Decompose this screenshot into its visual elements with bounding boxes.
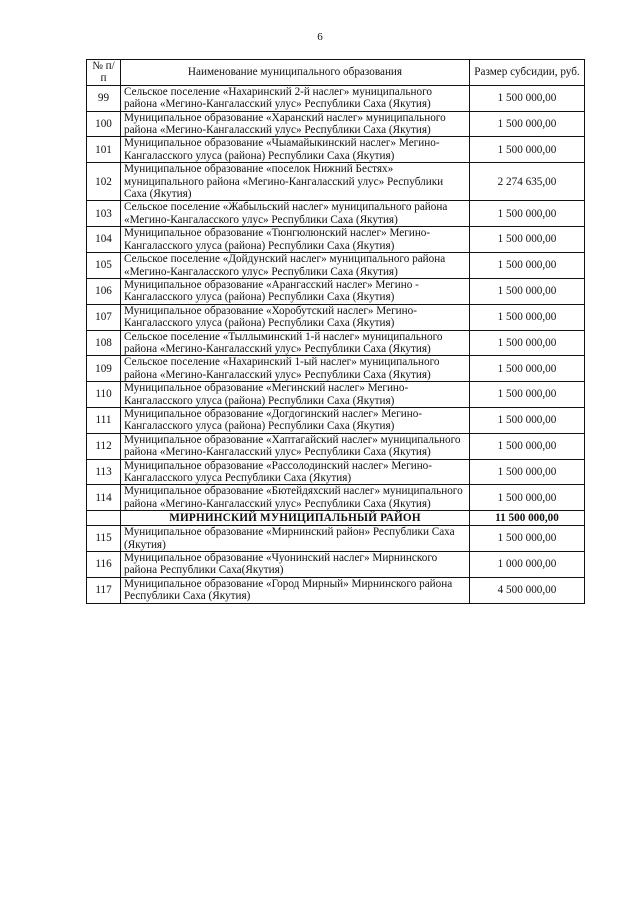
table-row (87, 227, 585, 253)
table-row (87, 356, 585, 382)
municipality-name: Муниципальное образование «Рассолодинский наслег» Мегино-Кангаласского улуса Республики Саха (Якутия) (121, 459, 470, 485)
row-number: 111 (87, 407, 121, 433)
row-number: 117 (87, 577, 121, 603)
municipality-name: Муниципальное образование «Чыамайыкинский наслег» Мегино-Кангаласского улуса (района) Республики Саха (Якутия) (121, 137, 470, 163)
subsidy-amount: 11 500 000,00 (470, 511, 585, 526)
subsidy-amount: 1 000 000,00 (470, 552, 585, 578)
row-number: 114 (87, 485, 121, 511)
municipality-name: Сельское поселение «Нахаринский 1-ый наслег» муниципального района «Мегино-Кангаласский улус» Республики Саха (Якутия) (121, 356, 470, 382)
table-row (87, 382, 585, 408)
municipality-name: Муниципальное образование «Мегинский наслег» Мегино-Кангаласского улуса (района) Республики Саха (Якутия) (121, 382, 470, 408)
table-row (87, 459, 585, 485)
table-row (87, 85, 585, 111)
subsidy-amount: 1 500 000,00 (470, 85, 585, 111)
municipality-name: МИРНИНСКИЙ МУНИЦИПАЛЬНЫЙ РАЙОН (121, 511, 470, 526)
municipality-name: Муниципальное образование «Тюнгюлюнский наслег» Мегино-Кангаласского улуса (района) Республики Саха (Якутия) (121, 227, 470, 253)
municipality-name: Муниципальное образование «Хаптагайский наслег» муниципального района «Мегино-Кангаласский улус» Республики Саха (Якутия) (121, 433, 470, 459)
row-number: 101 (87, 137, 121, 163)
row-number: 105 (87, 253, 121, 279)
table-row (87, 577, 585, 603)
row-number: 99 (87, 85, 121, 111)
row-number: 100 (87, 111, 121, 137)
municipality-name: Сельское поселение «Дойдунский наслег» муниципального района «Мегино-Кангаласского улус» Республики Саха (Якутия) (121, 253, 470, 279)
table-row (87, 253, 585, 279)
table-row (87, 407, 585, 433)
table-row (87, 137, 585, 163)
table-row (87, 526, 585, 552)
row-number: 107 (87, 304, 121, 330)
table-row (87, 552, 585, 578)
table-header-row (87, 60, 585, 86)
section-row (87, 511, 585, 526)
municipality-name: Муниципальное образование «Арангасский наслег» Мегино - Кангаласского улуса (района) Республики Саха (Якутия) (121, 278, 470, 304)
municipality-name: Муниципальное образование «Бютейдяхский наслег» муниципального района «Мегино-Кангаласский улус» Республики Саха (Якутия) (121, 485, 470, 511)
subsidy-amount: 1 500 000,00 (470, 485, 585, 511)
row-number: 106 (87, 278, 121, 304)
subsidy-amount: 1 500 000,00 (470, 201, 585, 227)
table-row (87, 111, 585, 137)
row-number: 109 (87, 356, 121, 382)
column-header-name: Наименование муниципального образования (121, 60, 470, 86)
column-header-number: № п/п (87, 60, 121, 86)
subsidy-amount: 1 500 000,00 (470, 278, 585, 304)
municipality-name: Муниципальное образование «поселок Нижний Бестях» муниципального района «Мегино-Кангаласский улус» Республики Саха (Якутия) (121, 163, 470, 201)
column-header-amount: Размер субсидии, руб. (470, 60, 585, 86)
subsidy-amount: 1 500 000,00 (470, 253, 585, 279)
table-row (87, 485, 585, 511)
subsidy-amount: 1 500 000,00 (470, 356, 585, 382)
row-number: 115 (87, 526, 121, 552)
subsidy-amount: 1 500 000,00 (470, 330, 585, 356)
subsidy-amount: 1 500 000,00 (470, 227, 585, 253)
municipality-name: Сельское поселение «Нахаринский 2-й наслег» муниципального района «Мегино-Кангаласский улус» Республики Саха (Якутия) (121, 85, 470, 111)
subsidy-amount: 1 500 000,00 (470, 526, 585, 552)
table-row (87, 278, 585, 304)
row-number: 110 (87, 382, 121, 408)
row-number: 112 (87, 433, 121, 459)
table-row (87, 433, 585, 459)
municipality-name: Муниципальное образование «Догдогинский наслег» Мегино-Кангаласского улуса (района) Республики Саха (Якутия) (121, 407, 470, 433)
municipality-name: Сельское поселение «Жабыльский наслег» муниципального района «Мегино-Кангаласского улус» Республики Саха (Якутия) (121, 201, 470, 227)
table-row (87, 330, 585, 356)
subsidy-amount: 4 500 000,00 (470, 577, 585, 603)
municipality-name: Муниципальное образование «Город Мирный» Мирнинского района Республики Саха (Якутия) (121, 577, 470, 603)
municipality-name: Муниципальное образование «Хоробутский наслег» Мегино-Кангаласского улуса (района) Республики Саха (Якутия) (121, 304, 470, 330)
row-number: 113 (87, 459, 121, 485)
page-number: 6 (317, 31, 323, 43)
row-number: 103 (87, 201, 121, 227)
row-number: 102 (87, 163, 121, 201)
municipality-name: Муниципальное образование «Мирнинский район» Республики Саха (Якутия) (121, 526, 470, 552)
subsidy-amount: 1 500 000,00 (470, 137, 585, 163)
subsidy-amount: 2 274 635,00 (470, 163, 585, 201)
municipality-name: Сельское поселение «Тыллыминский 1-й наслег» муниципального района «Мегино-Кангаласский улус» Республики Саха (Якутия) (121, 330, 470, 356)
table-row (87, 163, 585, 201)
row-number: 108 (87, 330, 121, 356)
table-row (87, 201, 585, 227)
table-row (87, 304, 585, 330)
municipality-name: Муниципальное образование «Харанский наслег» муниципального района «Мегино-Кангаласский улус» Республики Саха (Якутия) (121, 111, 470, 137)
row-number: 116 (87, 552, 121, 578)
row-number: 104 (87, 227, 121, 253)
subsidy-amount: 1 500 000,00 (470, 111, 585, 137)
table-body (87, 85, 585, 603)
subsidy-amount: 1 500 000,00 (470, 459, 585, 485)
municipality-name: Муниципальное образование «Чуонинский наслег» Мирнинского района Республики Саха(Якутия) (121, 552, 470, 578)
subsidy-amount: 1 500 000,00 (470, 382, 585, 408)
subsidy-amount: 1 500 000,00 (470, 304, 585, 330)
subsidy-amount: 1 500 000,00 (470, 407, 585, 433)
row-number (87, 511, 121, 526)
subsidy-amount: 1 500 000,00 (470, 433, 585, 459)
subsidy-table (86, 59, 585, 604)
